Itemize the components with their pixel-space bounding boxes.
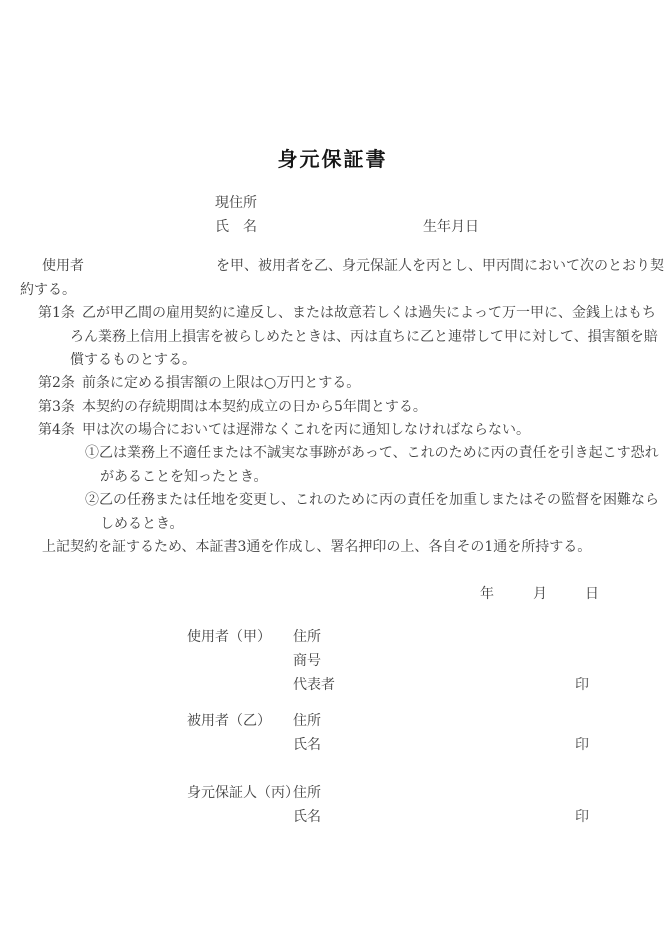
article-1-line-1: 乙が甲乙間の雇用契約に違反し、または故意若しくは過失によって万一甲に、金銭上はもち	[82, 305, 656, 321]
signature-guarantor-party: 身元保証人（丙）	[187, 785, 299, 801]
article-3-line-1: 本契約の存続期間は本契約成立の日から5年間とする。	[82, 399, 427, 415]
article-4-item-2-line-2: しめるとき。	[100, 516, 184, 532]
signature-employee-name-label: 氏名	[293, 737, 321, 753]
preamble-line-1: を甲、被用者を乙、身元保証人を丙とし、甲丙間において次のとおり契	[216, 258, 664, 274]
employer-label: 使用者	[42, 258, 84, 274]
signature-employer-representative-label: 代表者	[293, 677, 335, 693]
full-name-label: 氏 名	[215, 219, 257, 235]
signature-guarantor-seal-mark: 印	[575, 809, 589, 825]
signature-guarantor-address-label: 住所	[293, 785, 321, 801]
signature-employee-seal-mark: 印	[575, 737, 589, 753]
article-4-item-1-line-1: ①乙は業務上不適任または不誠実な事跡があって、これのために丙の責任を引き起こす恐れ	[85, 445, 659, 461]
employer-name-blank	[90, 258, 212, 276]
signature-employer-address-label: 住所	[293, 629, 321, 645]
page-title: 身元保証書	[277, 147, 388, 171]
article-1-line-2: ろん業務上信用上損害を被らしめたときは、丙は直ちに乙と連帯して甲に対して、損害額を賠	[70, 329, 658, 345]
current-address-label: 現住所	[215, 195, 257, 211]
article-4-line-1: 甲は次の場合においては遅滞なくこれを丙に通知しなければならない。	[82, 422, 530, 438]
closing-sentence: 上記契約を証するため、本証書3通を作成し、署名押印の上、各自その1通を所持する。	[42, 539, 592, 555]
date-day-label: 日	[585, 586, 599, 602]
date-year-label: 年	[480, 586, 494, 602]
birthdate-label: 生年月日	[423, 219, 479, 235]
signature-employee-address-label: 住所	[293, 713, 321, 729]
article-2-line-1: 前条に定める損害額の上限は○万円とする。	[82, 375, 361, 391]
article-2-label: 第2条	[38, 375, 75, 391]
signature-employer-company-label: 商号	[293, 653, 321, 669]
preamble-line-2: 約する。	[20, 282, 76, 298]
article-1-label: 第1条	[38, 305, 75, 321]
signature-employer-seal-mark: 印	[575, 677, 589, 693]
date-month-label: 月	[533, 586, 547, 602]
article-4-label: 第4条	[38, 422, 75, 438]
article-4-item-1-line-2: があることを知ったとき。	[100, 469, 268, 485]
article-1-line-3: 償するものとする。	[70, 352, 196, 368]
article-3-label: 第3条	[38, 399, 75, 415]
article-4-item-2-line-1: ②乙の任務または任地を変更し、これのために丙の責任を加重しまたはその監督を困難なら	[85, 492, 659, 508]
signature-employer-party: 使用者（甲）	[187, 629, 271, 645]
signature-employee-party: 被用者（乙）	[187, 713, 271, 729]
signature-guarantor-name-label: 氏名	[293, 809, 321, 825]
